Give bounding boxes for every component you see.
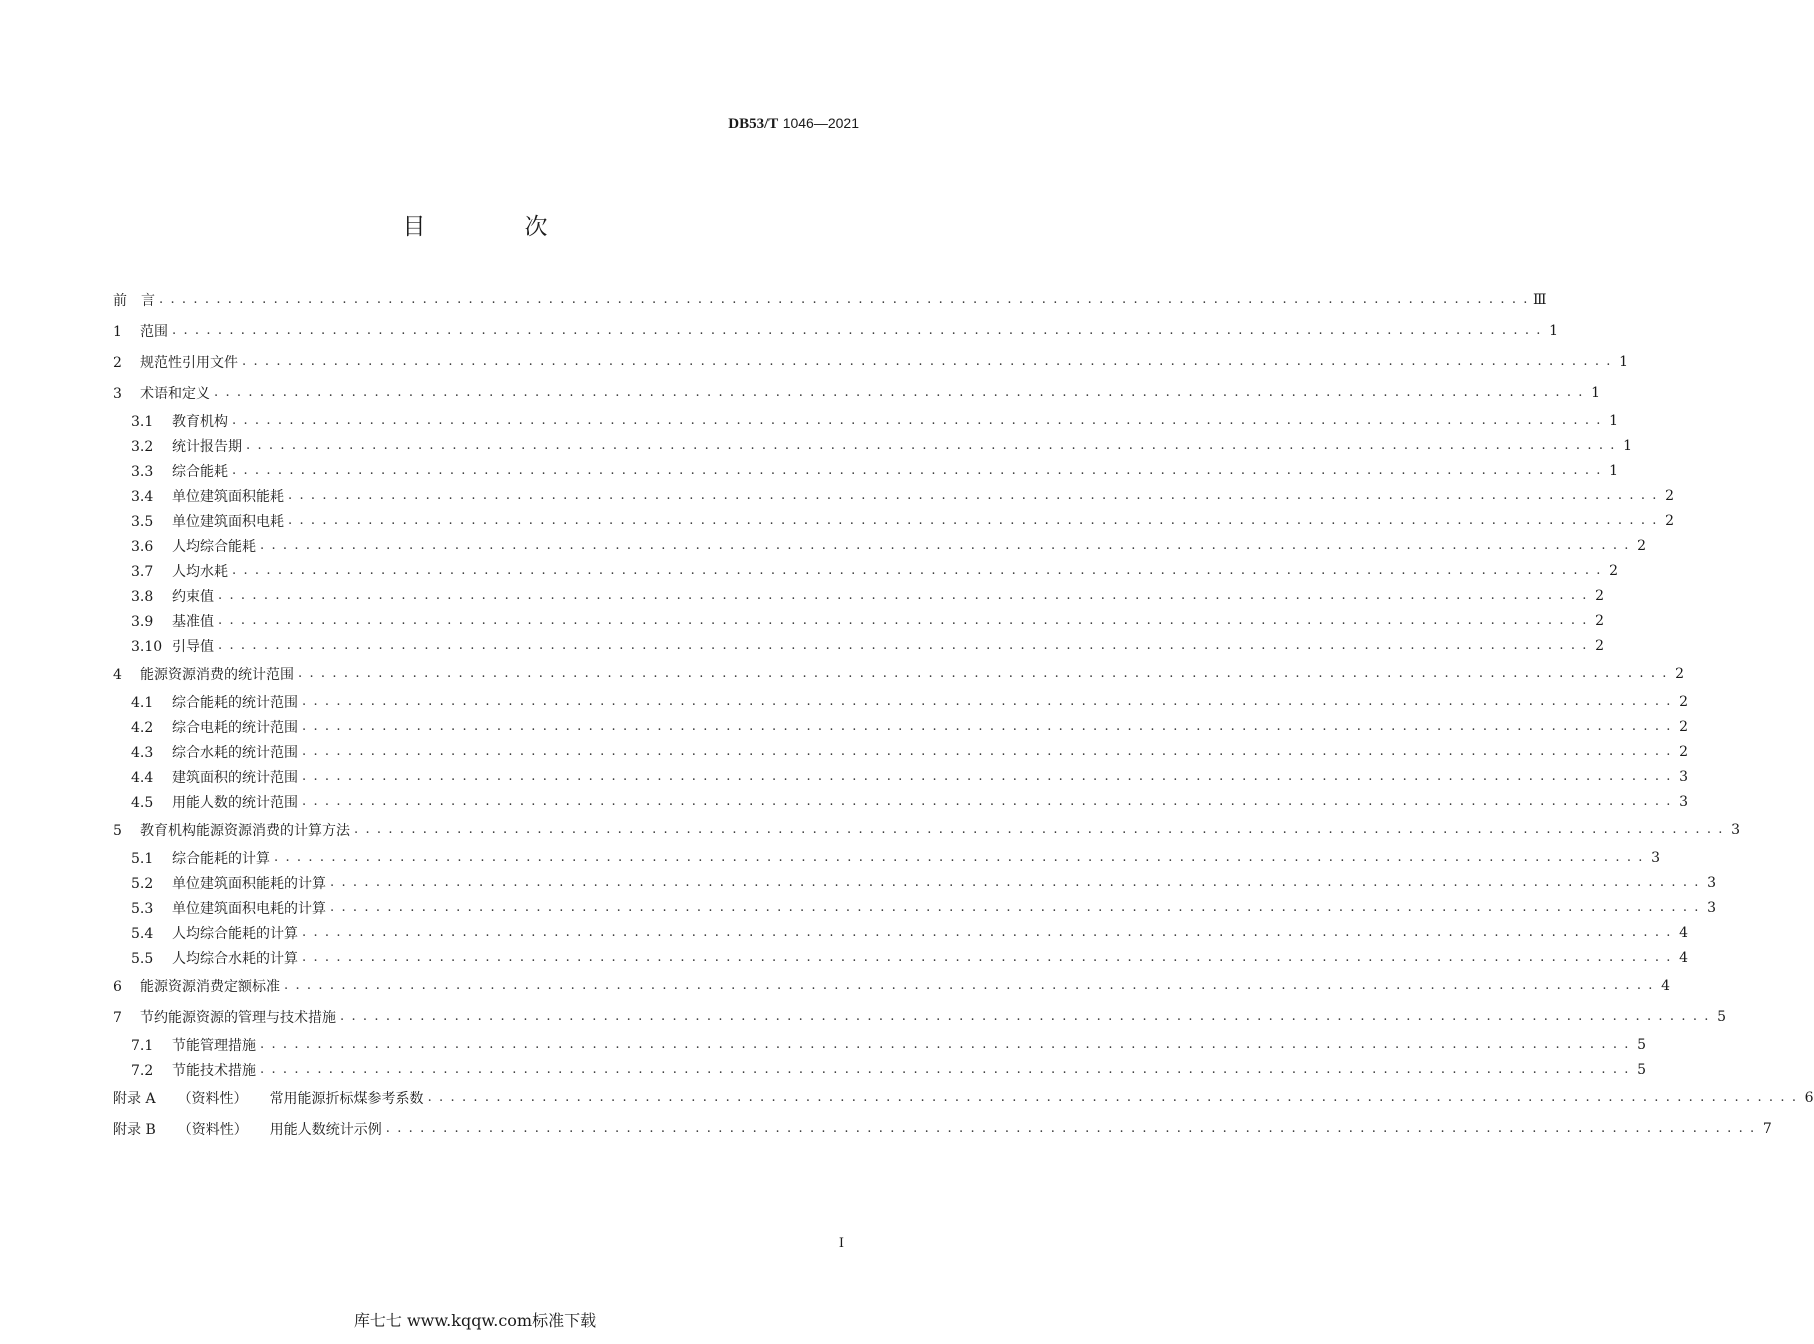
toc-leader-dots: . . . . . . . . . . . . . . . . . . . . . . . . . . . . . . . . . . . . . . . . . . . . . . . . . . . . . . . . . . . . . . . . . . . . . . . . . . . . . . . . . . . . . . . . . . . . . . . . . . . . . . . . . . . . . . . . . . . . . . . .: [302, 794, 1673, 809]
toc-entry[interactable]: [113, 346, 1629, 377]
toc-entry-label: [113, 321, 168, 341]
toc-page-number: 1: [1609, 462, 1619, 479]
toc-entry-number: 5.5: [131, 950, 154, 967]
toc-entry[interactable]: [113, 408, 1619, 433]
toc-entry-label: [131, 948, 298, 968]
toc-page-number: 1: [1591, 384, 1601, 401]
toc-entry[interactable]: [113, 845, 1661, 870]
toc-entry-number: 2: [113, 354, 122, 371]
toc-entry[interactable]: [113, 483, 1675, 508]
toc-entry-text: 统计报告期: [172, 438, 242, 455]
toc-leader-dots: . . . . . . . . . . . . . . . . . . . . . . . . . . . . . . . . . . . . . . . . . . . . . . . . . . . . . . . . . . . . . . . . . . . . . . . . . . . . . . . . . . . . . . . . . . . . . . . . . . . . . . . . . . . . . . . . . . . . . . . .: [218, 588, 1589, 603]
toc-entry-text: 常用能源折标煤参考系数: [269, 1090, 424, 1107]
toc-leader-dots: . . . . . . . . . . . . . . . . . . . . . . . . . . . . . . . . . . . . . . . . . . . . . . . . . . . . . . . . . . . . . . . . . . . . . . . . . . . . . . . . . . . . . . . . . . . . . . . . . . . . . . . . . . . . . . . . . . . . . . . .: [274, 850, 1645, 865]
toc-entry[interactable]: [113, 1001, 1727, 1032]
toc-entry-label: [113, 383, 210, 403]
toc-entry-text: 综合水耗的统计范围: [172, 744, 298, 761]
toc-entry-text: 能源资源消费定额标准: [140, 978, 280, 995]
toc-entry-label: [131, 411, 228, 431]
toc-entry-label: [113, 976, 280, 996]
toc-entry-label: [131, 848, 270, 868]
toc-entry[interactable]: [113, 1082, 1814, 1113]
toc-page-number: 2: [1609, 562, 1619, 579]
toc-entry-label: [131, 486, 284, 506]
toc-page-number: 6: [1804, 1089, 1814, 1106]
toc-entry-number: 附录 B: [113, 1121, 156, 1138]
toc-entry[interactable]: [113, 895, 1717, 920]
toc-entry-tag: （资料性）: [177, 1121, 248, 1138]
toc-entry-label: [131, 692, 298, 712]
toc-leader-dots: . . . . . . . . . . . . . . . . . . . . . . . . . . . . . . . . . . . . . . . . . . . . . . . . . . . . . . . . . . . . . . . . . . . . . . . . . . . . . . . . . . . . . . . . . . . . . . . . . . . . . . . . . . . . . . . . . . . . . . . .: [242, 354, 1613, 369]
toc-entry-number: 4: [113, 666, 122, 683]
toc-entry-text: 用能人数统计示例: [269, 1121, 382, 1138]
toc-entry-label: [131, 461, 228, 481]
toc-leader-dots: . . . . . . . . . . . . . . . . . . . . . . . . . . . . . . . . . . . . . . . . . . . . . . . . . . . . . . . . . . . . . . . . . . . . . . . . . . . . . . . . . . . . . . . . . . . . . . . . . . . . . . . . . . . . . . . . . . . . . . . .: [218, 638, 1589, 653]
toc-entry-label: [131, 717, 298, 737]
toc-leader-dots: . . . . . . . . . . . . . . . . . . . . . . . . . . . . . . . . . . . . . . . . . . . . . . . . . . . . . . . . . . . . . . . . . . . . . . . . . . . . . . . . . . . . . . . . . . . . . . . . . . . . . . . . . . . . . . . . . . . . . . . .: [302, 744, 1673, 759]
toc-entry-label: [131, 436, 242, 456]
toc-entry[interactable]: [113, 633, 1605, 658]
toc-entry-number: 5.1: [131, 850, 154, 867]
toc-entry[interactable]: [113, 533, 1647, 558]
toc-entry-text: 节约能源资源的管理与技术措施: [140, 1009, 336, 1026]
toc-entry[interactable]: [113, 945, 1689, 970]
toc-leader-dots: . . . . . . . . . . . . . . . . . . . . . . . . . . . . . . . . . . . . . . . . . . . . . . . . . . . . . . . . . . . . . . . . . . . . . . . . . . . . . . . . . . . . . . . . . . . . . . . . . . . . . . . . . . . . . . . . . . . . . . . .: [172, 323, 1543, 338]
toc-page-number: 3: [1707, 899, 1717, 916]
toc-entry-number: 5.3: [131, 900, 154, 917]
toc-page-number: 2: [1595, 587, 1605, 604]
toc-entry-number: 3: [113, 385, 122, 402]
toc-entry-text: 单位建筑面积电耗: [172, 513, 284, 530]
toc-entry-label: [131, 1060, 256, 1080]
toc-entry[interactable]: [113, 739, 1689, 764]
toc-page-number: 2: [1675, 665, 1685, 682]
toc-entry-label: [131, 792, 298, 812]
toc-entry-text: 建筑面积的统计范围: [172, 769, 298, 786]
toc-leader-dots: . . . . . . . . . . . . . . . . . . . . . . . . . . . . . . . . . . . . . . . . . . . . . . . . . . . . . . . . . . . . . . . . . . . . . . . . . . . . . . . . . . . . . . . . . . . . . . . . . . . . . . . . . . . . . . . . . . . . . . . .: [354, 822, 1725, 837]
toc-page-number: 2: [1679, 718, 1689, 735]
toc-entry-text: 人均综合能耗: [172, 538, 256, 555]
toc-entry-number: 7: [113, 1009, 122, 1026]
toc-page-number: 2: [1665, 512, 1675, 529]
standard-prefix: DB53/T: [728, 116, 779, 132]
toc-entry-tag: （资料性）: [177, 1090, 248, 1107]
toc-entry-label: [131, 742, 298, 762]
toc-entry-text: 综合电耗的统计范围: [172, 719, 298, 736]
toc-entry-number: 6: [113, 978, 122, 995]
toc-page-number: 2: [1665, 487, 1675, 504]
toc-leader-dots: . . . . . . . . . . . . . . . . . . . . . . . . . . . . . . . . . . . . . . . . . . . . . . . . . . . . . . . . . . . . . . . . . . . . . . . . . . . . . . . . . . . . . . . . . . . . . . . . . . . . . . . . . . . . . . . . . . . . . . . .: [232, 413, 1603, 428]
toc-entry-text: 能源资源消费的统计范围: [140, 666, 294, 683]
toc-entry-text: 范围: [140, 323, 168, 340]
toc-leader-dots: . . . . . . . . . . . . . . . . . . . . . . . . . . . . . . . . . . . . . . . . . . . . . . . . . . . . . . . . . . . . . . . . . . . . . . . . . . . . . . . . . . . . . . . . . . . . . . . . . . . . . . . . . . . . . . . . . . . . . . . .: [218, 613, 1589, 628]
toc-entry-number: 3.8: [131, 588, 154, 605]
toc-page-number: 5: [1637, 1061, 1647, 1078]
toc-entry[interactable]: [113, 789, 1689, 814]
toc-leader-dots: . . . . . . . . . . . . . . . . . . . . . . . . . . . . . . . . . . . . . . . . . . . . . . . . . . . . . . . . . . . . . . . . . . . . . . . . . . . . . . . . . . . . . . . . . . . . . . . . . . . . . . . . . . . . . . . . . . . . . . . .: [302, 694, 1673, 709]
toc-entry-label: [131, 1035, 256, 1055]
toc-title: 目 次: [402, 214, 586, 240]
toc-page-number: 5: [1637, 1036, 1647, 1053]
toc-leader-dots: . . . . . . . . . . . . . . . . . . . . . . . . . . . . . . . . . . . . . . . . . . . . . . . . . . . . . . . . . . . . . . . . . . . . . . . . . . . . . . . . . . . . . . . . . . . . . . . . . . . . . . . . . . . . . . . . . . . . . . . .: [232, 563, 1603, 578]
toc-entry-label: [113, 290, 155, 310]
toc-entry-text: 综合能耗的计算: [172, 850, 270, 867]
toc-page-number: Ⅲ: [1533, 291, 1547, 308]
toc-entry[interactable]: [113, 508, 1675, 533]
toc-entry-text: 教育机构能源资源消费的计算方法: [140, 822, 350, 839]
toc-page-number: 3: [1679, 768, 1689, 785]
toc-page-number: 3: [1651, 849, 1661, 866]
toc-page-number: 2: [1679, 693, 1689, 710]
toc-page-number: 2: [1595, 612, 1605, 629]
toc-entry-text: 规范性引用文件: [140, 354, 238, 371]
toc-entry-number: 前 言: [113, 292, 155, 309]
toc-page-number: 1: [1549, 322, 1559, 339]
toc-entry-label: [131, 611, 214, 631]
toc-leader-dots: . . . . . . . . . . . . . . . . . . . . . . . . . . . . . . . . . . . . . . . . . . . . . . . . . . . . . . . . . . . . . . . . . . . . . . . . . . . . . . . . . . . . . . . . . . . . . . . . . . . . . . . . . . . . . . . . . . . . . . . .: [246, 438, 1617, 453]
toc-page-number: 2: [1595, 637, 1605, 654]
toc-entry-label: [131, 923, 298, 943]
toc-entry-label: [131, 767, 298, 787]
toc-entry-label: [113, 1088, 424, 1108]
toc-entry[interactable]: [113, 458, 1619, 483]
toc-leader-dots: . . . . . . . . . . . . . . . . . . . . . . . . . . . . . . . . . . . . . . . . . . . . . . . . . . . . . . . . . . . . . . . . . . . . . . . . . . . . . . . . . . . . . . . . . . . . . . . . . . . . . . . . . . . . . . . . . . . . . . . .: [302, 925, 1673, 940]
toc-entry[interactable]: [113, 608, 1605, 633]
toc-leader-dots: . . . . . . . . . . . . . . . . . . . . . . . . . . . . . . . . . . . . . . . . . . . . . . . . . . . . . . . . . . . . . . . . . . . . . . . . . . . . . . . . . . . . . . . . . . . . . . . . . . . . . . . . . . . . . . . . . . . . . . . .: [427, 1090, 1798, 1105]
toc-entry-text: 引导值: [172, 638, 214, 655]
toc-entry-label: [113, 664, 294, 684]
toc-entry-number: 5.4: [131, 925, 154, 942]
toc-entry-label: [131, 636, 214, 656]
toc-entry-number: 3.4: [131, 488, 154, 505]
toc-leader-dots: . . . . . . . . . . . . . . . . . . . . . . . . . . . . . . . . . . . . . . . . . . . . . . . . . . . . . . . . . . . . . . . . . . . . . . . . . . . . . . . . . . . . . . . . . . . . . . . . . . . . . . . . . . . . . . . . . . . . . . . .: [330, 875, 1701, 890]
toc-entry[interactable]: [113, 814, 1741, 845]
toc-entry-text: 单位建筑面积能耗的计算: [172, 875, 326, 892]
toc-entry[interactable]: [113, 970, 1671, 1001]
toc-page-number: 1: [1609, 412, 1619, 429]
toc-entry-label: [113, 1119, 382, 1139]
toc-entry-number: 5.2: [131, 875, 154, 892]
toc-page-number: 2: [1637, 537, 1647, 554]
toc-leader-dots: . . . . . . . . . . . . . . . . . . . . . . . . . . . . . . . . . . . . . . . . . . . . . . . . . . . . . . . . . . . . . . . . . . . . . . . . . . . . . . . . . . . . . . . . . . . . . . . . . . . . . . . . . . . . . . . . . . . . . . . .: [330, 900, 1701, 915]
toc-entry[interactable]: [113, 1032, 1647, 1057]
toc-page-number: 4: [1679, 924, 1689, 941]
toc-page-number: 5: [1717, 1008, 1727, 1025]
toc-entry-text: 节能技术措施: [172, 1062, 256, 1079]
toc-entry[interactable]: [113, 1113, 1772, 1144]
toc-entry-text: 用能人数的统计范围: [172, 794, 298, 811]
toc-entry-label: [131, 586, 214, 606]
toc-entry-text: 基准值: [172, 613, 214, 630]
toc-entry[interactable]: [113, 315, 1559, 346]
toc-leader-dots: . . . . . . . . . . . . . . . . . . . . . . . . . . . . . . . . . . . . . . . . . . . . . . . . . . . . . . . . . . . . . . . . . . . . . . . . . . . . . . . . . . . . . . . . . . . . . . . . . . . . . . . . . . . . . . . . . . . . . . . .: [302, 769, 1673, 784]
toc-page-number: 7: [1762, 1120, 1772, 1137]
toc-page-number: 3: [1731, 821, 1741, 838]
toc-page-number: 3: [1707, 874, 1717, 891]
toc-entry[interactable]: [113, 870, 1717, 895]
toc-page-number: 2: [1679, 743, 1689, 760]
toc-entry-number: 4.1: [131, 694, 154, 711]
toc-entry-number: 3.9: [131, 613, 154, 630]
toc-leader-dots: . . . . . . . . . . . . . . . . . . . . . . . . . . . . . . . . . . . . . . . . . . . . . . . . . . . . . . . . . . . . . . . . . . . . . . . . . . . . . . . . . . . . . . . . . . . . . . . . . . . . . . . . . . . . . . . . . . . . . . . .: [385, 1121, 1756, 1136]
toc-entry-label: [131, 873, 326, 893]
toc-entry-text: 节能管理措施: [172, 1037, 256, 1054]
toc-entry[interactable]: [113, 658, 1685, 689]
toc-leader-dots: . . . . . . . . . . . . . . . . . . . . . . . . . . . . . . . . . . . . . . . . . . . . . . . . . . . . . . . . . . . . . . . . . . . . . . . . . . . . . . . . . . . . . . . . . . . . . . . . . . . . . . . . . . . . . . . . . . . . . . . .: [284, 978, 1655, 993]
toc-entry[interactable]: [113, 920, 1689, 945]
toc-page-number: 1: [1619, 353, 1629, 370]
toc-entry-text: 人均综合能耗的计算: [172, 925, 298, 942]
toc-leader-dots: . . . . . . . . . . . . . . . . . . . . . . . . . . . . . . . . . . . . . . . . . . . . . . . . . . . . . . . . . . . . . . . . . . . . . . . . . . . . . . . . . . . . . . . . . . . . . . . . . . . . . . . . . . . . . . . . . . . . . . . .: [302, 950, 1673, 965]
toc-entry-text: 术语和定义: [140, 385, 210, 402]
toc-page-number: 3: [1679, 793, 1689, 810]
toc-entry-number: 附录 A: [113, 1090, 156, 1107]
toc-entry-label: [113, 1007, 336, 1027]
toc-entry-number: 4.2: [131, 719, 154, 736]
toc-leader-dots: . . . . . . . . . . . . . . . . . . . . . . . . . . . . . . . . . . . . . . . . . . . . . . . . . . . . . . . . . . . . . . . . . . . . . . . . . . . . . . . . . . . . . . . . . . . . . . . . . . . . . . . . . . . . . . . . . . . . . . . .: [260, 1062, 1631, 1077]
toc-entry-number: 3.5: [131, 513, 154, 530]
toc-entry-text: 人均水耗: [172, 563, 228, 580]
toc-entry-number: 4.3: [131, 744, 154, 761]
footer-watermark: 库七七 www.kqqw.com标准下载: [353, 1311, 597, 1330]
toc-entry-text: 约束值: [172, 588, 214, 605]
toc-page-number: 1: [1623, 437, 1633, 454]
toc-entry[interactable]: [113, 714, 1689, 739]
toc-entry[interactable]: [113, 284, 1547, 315]
toc-entry[interactable]: [113, 558, 1619, 583]
toc-leader-dots: . . . . . . . . . . . . . . . . . . . . . . . . . . . . . . . . . . . . . . . . . . . . . . . . . . . . . . . . . . . . . . . . . . . . . . . . . . . . . . . . . . . . . . . . . . . . . . . . . . . . . . . . . . . . . . . . . . . . . . . .: [288, 488, 1659, 503]
toc-entry-text: 人均综合水耗的计算: [172, 950, 298, 967]
toc-entry-number: 3.3: [131, 463, 154, 480]
toc-leader-dots: . . . . . . . . . . . . . . . . . . . . . . . . . . . . . . . . . . . . . . . . . . . . . . . . . . . . . . . . . . . . . . . . . . . . . . . . . . . . . . . . . . . . . . . . . . . . . . . . . . . . . . . . . . . . . . . . . . . . . . . .: [340, 1009, 1711, 1024]
toc-entry-label: [131, 536, 256, 556]
toc-entry-number: 3.1: [131, 413, 154, 430]
toc-entry-number: 4.4: [131, 769, 154, 786]
toc-entry[interactable]: [113, 583, 1605, 608]
toc-leader-dots: . . . . . . . . . . . . . . . . . . . . . . . . . . . . . . . . . . . . . . . . . . . . . . . . . . . . . . . . . . . . . . . . . . . . . . . . . . . . . . . . . . . . . . . . . . . . . . . . . . . . . . . . . . . . . . . . . . . . . . . .: [232, 463, 1603, 478]
toc-leader-dots: . . . . . . . . . . . . . . . . . . . . . . . . . . . . . . . . . . . . . . . . . . . . . . . . . . . . . . . . . . . . . . . . . . . . . . . . . . . . . . . . . . . . . . . . . . . . . . . . . . . . . . . . . . . . . . . . . . . . . . . .: [214, 385, 1585, 400]
toc-entry-text: 教育机构: [172, 413, 228, 430]
toc-entry-label: [113, 352, 238, 372]
toc-leader-dots: . . . . . . . . . . . . . . . . . . . . . . . . . . . . . . . . . . . . . . . . . . . . . . . . . . . . . . . . . . . . . . . . . . . . . . . . . . . . . . . . . . . . . . . . . . . . . . . . . . . . . . . . . . . . . . . . . . . . . . . .: [302, 719, 1673, 734]
page-number: I: [838, 1236, 844, 1251]
toc-entry-number: 3.2: [131, 438, 154, 455]
toc-entry-number: 7.2: [131, 1062, 154, 1079]
toc-entry-number: 3.10: [131, 638, 163, 655]
toc-entry-label: [113, 820, 350, 840]
toc-entry-number: 3.6: [131, 538, 154, 555]
toc-page-number: 4: [1679, 949, 1689, 966]
standard-number: 1046—2021: [782, 115, 859, 131]
toc-leader-dots: . . . . . . . . . . . . . . . . . . . . . . . . . . . . . . . . . . . . . . . . . . . . . . . . . . . . . . . . . . . . . . . . . . . . . . . . . . . . . . . . . . . . . . . . . . . . . . . . . . . . . . . . . . . . . . . . . . . . . . . .: [298, 666, 1669, 681]
toc-entry-text: 综合能耗的统计范围: [172, 694, 298, 711]
toc-entry-text: 单位建筑面积能耗: [172, 488, 284, 505]
toc-entry-label: [131, 561, 228, 581]
toc-entry-text: 单位建筑面积电耗的计算: [172, 900, 326, 917]
toc-entry-number: 7.1: [131, 1037, 154, 1054]
toc-entry-label: [131, 511, 284, 531]
toc-leader-dots: . . . . . . . . . . . . . . . . . . . . . . . . . . . . . . . . . . . . . . . . . . . . . . . . . . . . . . . . . . . . . . . . . . . . . . . . . . . . . . . . . . . . . . . . . . . . . . . . . . . . . . . . . . . . . . . . . . . . . . . .: [288, 513, 1659, 528]
toc-entry-label: [131, 898, 326, 918]
toc-entry-text: 综合能耗: [172, 463, 228, 480]
standard-code: [728, 115, 859, 133]
toc-entry-number: 1: [113, 323, 122, 340]
toc-entry-number: 5: [113, 822, 122, 839]
toc-leader-dots: . . . . . . . . . . . . . . . . . . . . . . . . . . . . . . . . . . . . . . . . . . . . . . . . . . . . . . . . . . . . . . . . . . . . . . . . . . . . . . . . . . . . . . . . . . . . . . . . . . . . . . . . . . . . . . . . . . . . . . . .: [260, 1037, 1631, 1052]
toc-entry-number: 3.7: [131, 563, 154, 580]
toc-entry[interactable]: [113, 764, 1689, 789]
toc-entry[interactable]: [113, 689, 1689, 714]
toc-page-number: 4: [1661, 977, 1671, 994]
toc-leader-dots: . . . . . . . . . . . . . . . . . . . . . . . . . . . . . . . . . . . . . . . . . . . . . . . . . . . . . . . . . . . . . . . . . . . . . . . . . . . . . . . . . . . . . . . . . . . . . . . . . . . . . . . . . . . . . . . . . . . . . . . .: [159, 292, 1530, 307]
toc-entry[interactable]: [113, 1057, 1647, 1082]
toc-entry-number: 4.5: [131, 794, 154, 811]
toc-entry[interactable]: [113, 377, 1601, 408]
table-of-contents: [113, 284, 1814, 1144]
toc-entry[interactable]: [113, 433, 1633, 458]
toc-leader-dots: . . . . . . . . . . . . . . . . . . . . . . . . . . . . . . . . . . . . . . . . . . . . . . . . . . . . . . . . . . . . . . . . . . . . . . . . . . . . . . . . . . . . . . . . . . . . . . . . . . . . . . . . . . . . . . . . . . . . . . . .: [260, 538, 1631, 553]
